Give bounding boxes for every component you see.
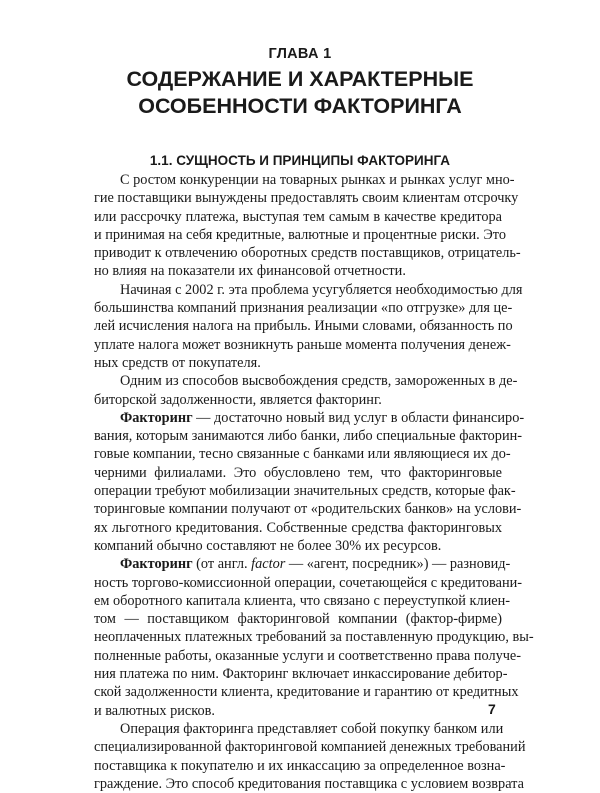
paragraph-line: том — поставщиком факторинговой компании (фактор-фирме) (94, 611, 502, 628)
paragraph-line: но влияя на показатели их финансовой отчетности. (94, 263, 406, 280)
paragraph-line: и принимая на себя кредитные, валютные и процентные риски. Это (94, 226, 506, 243)
paragraph (94, 555, 534, 720)
body-text (94, 171, 534, 793)
section-heading: 1.1. СУЩНОСТЬ И ПРИНЦИПЫ ФАКТОРИНГА (149, 153, 451, 168)
paragraph-line: Начиная с 2002 г. эта проблема усугубляется необходимостью для (120, 281, 523, 298)
paragraph-line: вания, которым занимаются либо банки, либо специальные факторин- (94, 428, 523, 445)
paragraph-line: полненные работы, оказанные услуги и соответственно права получе- (94, 647, 522, 664)
chapter-title-line-1: СОДЕРЖАНИЕ И ХАРАКТЕРНЫЕ (126, 67, 474, 91)
paragraph-line: ных средств от покупателя. (94, 354, 261, 371)
paragraph-line: ях льготного кредитования. Собственные средства факторинговых (94, 519, 502, 536)
paragraph-line: биторской задолженности, является факторинг. (94, 391, 382, 408)
chapter-title (0, 66, 600, 120)
paragraph-line: Операция факторинга представляет собой покупку банком или (120, 720, 504, 737)
paragraph-line: Факторинг (от англ. factor — «агент, посредник») — разновид- (120, 556, 511, 573)
paragraph (94, 372, 518, 409)
paragraph (94, 281, 523, 372)
paragraph-line: граждение. Это способ кредитования поставщика с условием возврата (94, 775, 524, 792)
paragraph-line: черними филиалами. Это обусловлено тем, что факторинговые (94, 464, 502, 481)
paragraph-line: приводит к отвлечению оборотных средств поставщиков, отрицатель- (94, 245, 521, 262)
chapter-title-line-2: ОСОБЕННОСТИ ФАКТОРИНГА (138, 94, 462, 118)
paragraph-line: С ростом конкуренции на товарных рынках и рынках услуг мно- (120, 172, 515, 188)
paragraph-line: и валютных рисков. (94, 702, 215, 719)
paragraph-line: неоплаченных платежных требований за поставленную продукцию, вы- (94, 629, 534, 646)
paragraph-line: ской задолженности клиента, кредитование и гарантию от кредитных (94, 684, 519, 701)
term-bold: Факторинг (120, 409, 193, 426)
page-number: 7 (488, 701, 496, 717)
paragraph-line: уплате налога может возникнуть раньше момента получения денеж- (94, 336, 511, 353)
paragraph-line: ем оборотного капитала клиента, что связано с переуступкой клиен- (94, 592, 511, 609)
paragraph-line: или рассрочку платежа, выступая тем самым в качестве кредитора (94, 208, 502, 225)
paragraph-line: компаний обычно составляют не более 30% их ресурсов. (94, 537, 442, 554)
paragraph-line: Одним из способов высвобождения средств, замороженных в де- (120, 373, 518, 390)
chapter-label: ГЛАВА 1 (268, 46, 332, 62)
paragraph-line: операции требуют мобилизации значительных средств, которые фак- (94, 483, 516, 500)
paragraph-line: ность торгово-комиссионной операции, сочетающейся с кредитовани- (94, 574, 523, 591)
paragraph-line: поставщика к покупателю и их инкассацию за определенное возна- (94, 757, 506, 774)
paragraph-line: лей исчисления налога на прибыль. Иными словами, обязанность по (94, 318, 513, 335)
paragraph-line: ния платежа по ним. Факторинг включает инкассирование дебитор- (94, 666, 508, 683)
paragraph-line: гие поставщики вынуждены предоставлять своим клиентам отсрочку (94, 190, 519, 207)
paragraph (94, 720, 526, 793)
paragraph-line: Факторинг — достаточно новый вид услуг в области финансиро- (120, 409, 525, 426)
term-bold: Факторинг (120, 556, 193, 573)
paragraph (94, 171, 521, 281)
paragraph-line: торинговые компании получают от «родительских банков» на услови- (94, 501, 522, 518)
foreign-word: factor (251, 556, 286, 573)
paragraph (94, 409, 525, 555)
paragraph-line: специализированной факторинговой компанией денежных требований (94, 739, 526, 756)
paragraph-line: большинства компаний признания реализации «по отгрузке» для це- (94, 300, 513, 317)
paragraph-line: говые компании, тесно связанные с банками или являющиеся их до- (94, 446, 511, 463)
